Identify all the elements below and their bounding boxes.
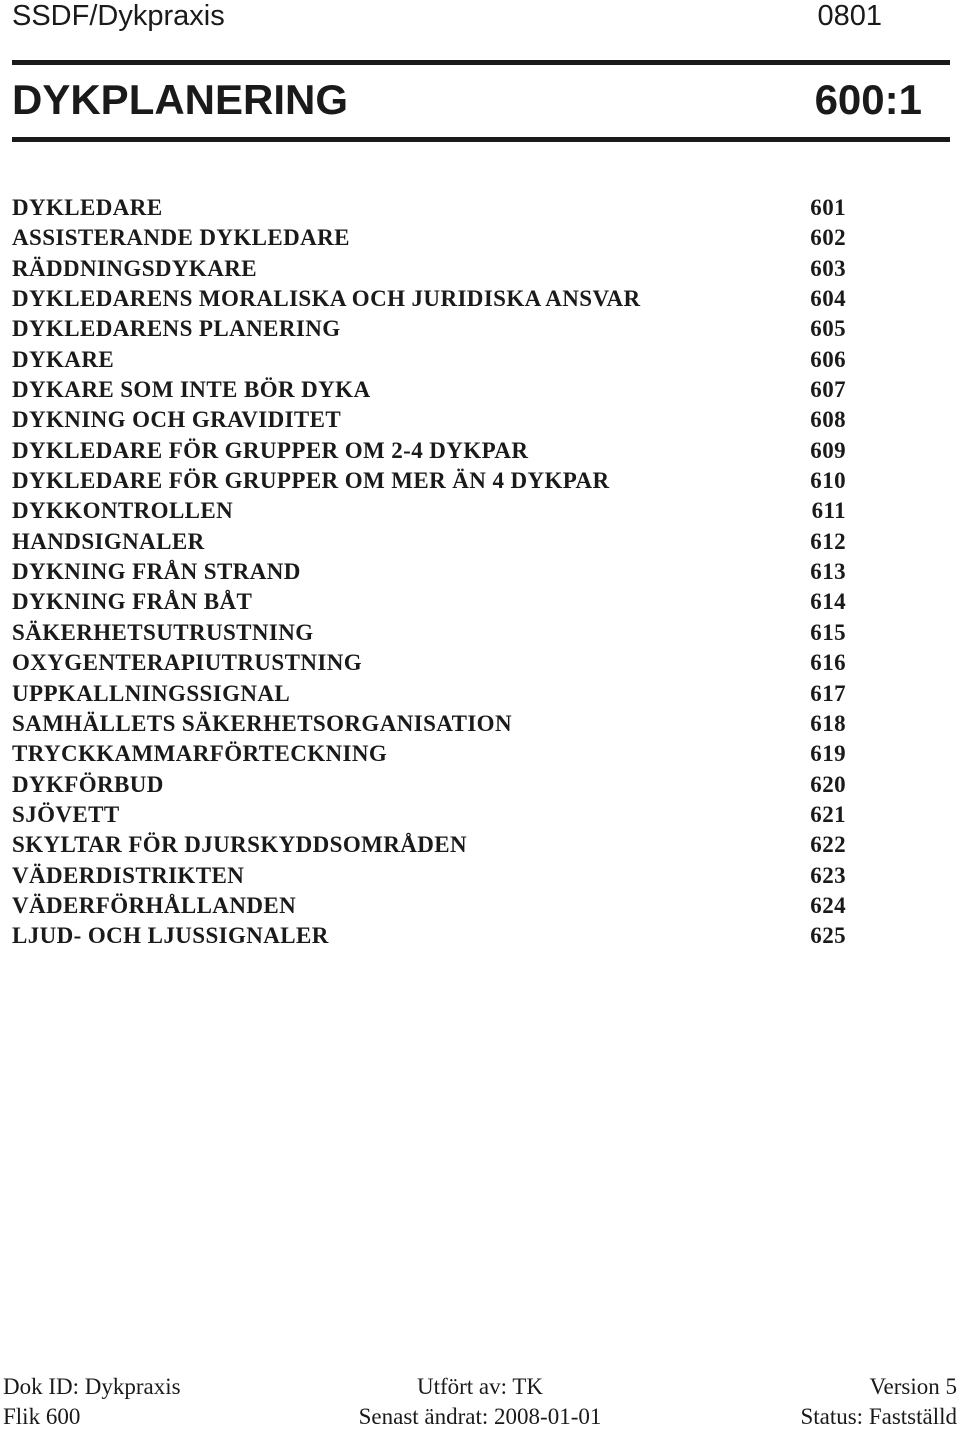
title-rule-bottom xyxy=(12,137,950,142)
footer-doc-id: Dok ID: Dykpraxis xyxy=(3,1374,181,1399)
toc-entry-number: 603 xyxy=(810,255,846,281)
toc-entry-number: 609 xyxy=(810,437,846,463)
toc-entry-number: 611 xyxy=(811,498,846,524)
toc-entry-number: 615 xyxy=(810,619,846,645)
toc-entry-number: 607 xyxy=(810,377,846,403)
toc-entry-number: 606 xyxy=(810,346,846,372)
toc-entry xyxy=(12,405,846,435)
toc-entry xyxy=(12,709,846,739)
toc-entry xyxy=(12,830,846,860)
toc-entry-label: DYKNING OCH GRAVIDITET xyxy=(12,407,342,433)
toc-entry-label: DYKLEDARE xyxy=(12,195,163,220)
toc-entry-label: DYKLEDARENS PLANERING xyxy=(12,316,341,342)
toc-entry xyxy=(12,861,846,891)
toc-entry-label: VÄDERFÖRHÅLLANDEN xyxy=(12,892,297,918)
toc-entry-number: 601 xyxy=(810,195,846,220)
toc-entry-label: DYKLEDARE FÖR GRUPPER OM 2-4 DYKPAR xyxy=(12,437,529,463)
toc-entry xyxy=(12,496,846,526)
toc-entry xyxy=(12,587,846,617)
footer-last-changed: Senast ändrat: 2008-01-01 xyxy=(358,1404,602,1429)
toc-entry-label: DYKARE SOM INTE BÖR DYKA xyxy=(12,377,371,403)
toc-entry xyxy=(12,254,846,284)
toc-entry xyxy=(12,921,846,951)
toc-entry-number: 608 xyxy=(810,407,846,433)
footer-row-1 xyxy=(3,1372,957,1402)
toc-entry-number: 613 xyxy=(810,559,846,585)
toc-entry-label: DYKKONTROLLEN xyxy=(12,498,234,524)
document-header xyxy=(12,0,882,32)
toc-entry-number: 625 xyxy=(810,923,846,949)
footer-performed-by: Utfört av: TK xyxy=(416,1374,544,1399)
toc-entry-label: SAMHÄLLETS SÄKERHETSORGANISATION xyxy=(12,710,512,736)
toc-entry-number: 621 xyxy=(810,801,846,827)
table-of-contents xyxy=(12,193,846,952)
toc-entry-number: 614 xyxy=(810,589,846,615)
toc-entry-number: 622 xyxy=(810,832,846,858)
toc-entry-number: 616 xyxy=(810,650,846,676)
footer-version: Version 5 xyxy=(869,1374,957,1399)
toc-entry xyxy=(12,466,846,496)
toc-entry xyxy=(12,527,846,557)
toc-entry xyxy=(12,648,846,678)
toc-entry-label: HANDSIGNALER xyxy=(12,528,205,554)
toc-entry xyxy=(12,800,846,830)
toc-entry xyxy=(12,375,846,405)
toc-entry xyxy=(12,739,846,769)
document-footer xyxy=(3,1372,957,1432)
toc-entry-label: DYKLEDARE FÖR GRUPPER OM MER ÄN 4 DYKPAR xyxy=(12,468,610,494)
toc-entry-number: 605 xyxy=(810,316,846,342)
toc-entry-label: DYKNING FRÅN BÅT xyxy=(12,589,253,615)
toc-entry-number: 602 xyxy=(810,225,846,251)
footer-tab: Flik 600 xyxy=(3,1404,81,1429)
toc-entry-label: DYKFÖRBUD xyxy=(12,771,164,797)
toc-entry-number: 624 xyxy=(810,892,846,918)
footer-status: Status: Fastställd xyxy=(800,1404,957,1429)
header-organization: SSDF/Dykpraxis xyxy=(12,0,225,32)
toc-entry xyxy=(12,345,846,375)
toc-entry-number: 618 xyxy=(810,710,846,736)
toc-entry-number: 604 xyxy=(810,286,846,312)
toc-entry-label: RÄDDNINGSDYKARE xyxy=(12,255,257,281)
toc-entry xyxy=(12,193,846,223)
toc-entry xyxy=(12,557,846,587)
toc-entry-number: 619 xyxy=(810,741,846,767)
page-title-bar xyxy=(12,68,922,132)
toc-entry xyxy=(12,770,846,800)
toc-entry-label: DYKARE xyxy=(12,346,115,372)
toc-entry-label: VÄDERDISTRIKTEN xyxy=(12,862,245,888)
footer-row-2 xyxy=(3,1402,957,1432)
toc-entry-number: 620 xyxy=(810,771,846,797)
toc-entry-label: ASSISTERANDE DYKLEDARE xyxy=(12,225,350,251)
toc-entry-number: 612 xyxy=(810,528,846,554)
toc-entry-label: SKYLTAR FÖR DJURSKYDDSOMRÅDEN xyxy=(12,832,468,858)
header-code: 0801 xyxy=(817,0,882,32)
toc-entry xyxy=(12,314,846,344)
page-title: DYKPLANERING xyxy=(12,76,349,123)
toc-entry-label: SÄKERHETSUTRUSTNING xyxy=(12,619,314,645)
toc-entry-label: LJUD- OCH LJUSSIGNALER xyxy=(12,923,329,949)
toc-entry-number: 610 xyxy=(810,468,846,494)
toc-entry-label: SJÖVETT xyxy=(12,801,120,827)
toc-entry xyxy=(12,891,846,921)
toc-entry-label: TRYCKKAMMARFÖRTECKNING xyxy=(12,741,388,767)
toc-entry-number: 623 xyxy=(810,862,846,888)
toc-entry-label: UPPKALLNINGSSIGNAL xyxy=(12,680,291,706)
title-rule-top xyxy=(12,60,950,65)
toc-entry xyxy=(12,436,846,466)
toc-entry xyxy=(12,679,846,709)
toc-entry xyxy=(12,618,846,648)
toc-entry-label: DYKNING FRÅN STRAND xyxy=(12,559,301,585)
toc-entry-label: OXYGENTERAPIUTRUSTNING xyxy=(12,650,363,676)
toc-entry-number: 617 xyxy=(810,680,846,706)
toc-entry-label: DYKLEDARENS MORALISKA OCH JURIDISKA ANSVAR xyxy=(12,286,641,312)
toc-entry xyxy=(12,223,846,253)
page-section-number: 600:1 xyxy=(814,76,922,123)
toc-entry xyxy=(12,284,846,314)
